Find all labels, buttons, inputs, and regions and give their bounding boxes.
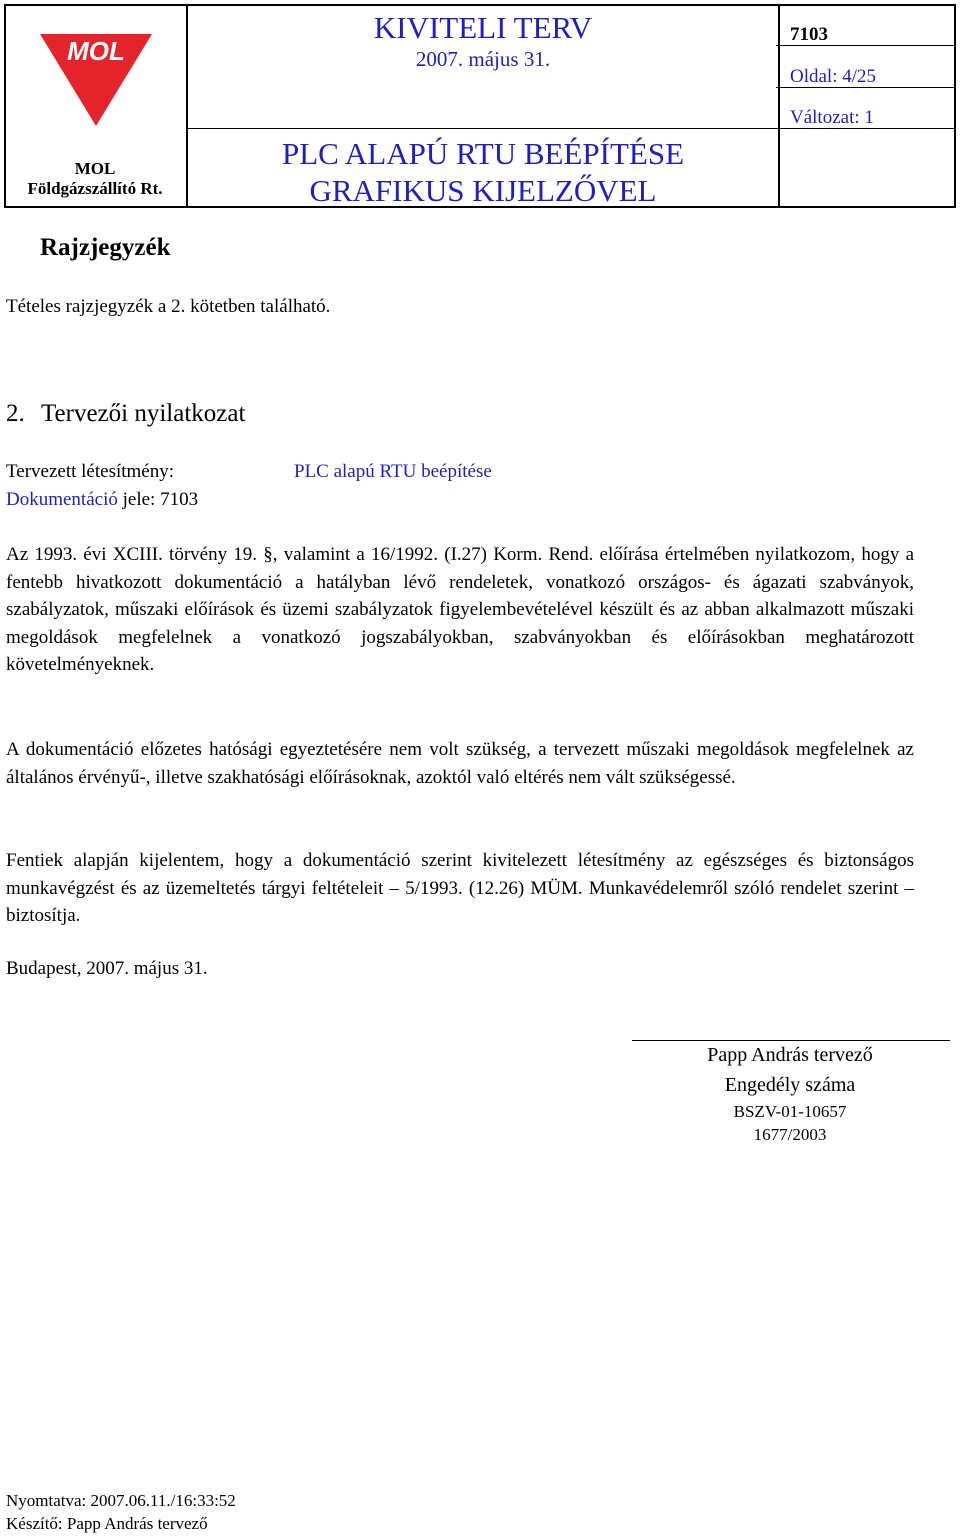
footer-author: Készítő: Papp András tervező (6, 1514, 208, 1533)
svg-text:MOL: MOL (67, 36, 125, 66)
place-date: Budapest, 2007. május 31. (6, 958, 208, 979)
doc-number: 7103 (790, 24, 828, 45)
doc-type-title: KIVITELI TERV (373, 10, 593, 45)
title-cell (188, 6, 778, 206)
doc-id-label-part1: Dokumentáció (6, 489, 118, 510)
declaration-paragraph-2: A dokumentáció előzetes hatósági egyeztetésére nem volt szükség, a tervezett műszaki megoldások megfelelnek az általános érvényű-, illetve szakhatósági előírásoknak, azoktól való eltérés nem vált szükségessé. (6, 739, 914, 788)
org-name-line2: Földgázszállító Rt. (27, 179, 163, 198)
doc-id-value: 7103 (160, 489, 199, 510)
section-heading: Tervezői nyilatkozat (41, 400, 246, 427)
license-label: Engedély száma (724, 1074, 856, 1096)
signature-line (632, 1040, 950, 1041)
license-number-2: 1677/2003 (753, 1125, 827, 1144)
header-divider (186, 128, 954, 129)
footer-printed: Nyomtatva: 2007.06.11./16:33:52 (6, 1491, 236, 1510)
logo-cell (6, 6, 188, 206)
declaration-paragraph-1: Az 1993. évi XCIII. törvény 19. §, valamint a 16/1992. (I.27) Korm. Rend. előírása értelmében nyilatkozom, hogy a fentebb hivatkozott dokumentáció a hatályban lévő rendeletek, vonatkozó országos- és ágazati szabványok, szabályzatok, műszaki előírások és üzemi szabályzatok figyelembevételével készült és az abban alkalmazott műszaki megoldások megfelelnek a vonatkozó jogszabályokban, szabványokban és előírásokban meghatározott követelményeknek. (6, 544, 914, 675)
info-cell (778, 6, 954, 206)
facility-value: PLC alapú RTU beépítése (294, 461, 492, 482)
project-title-line1: PLC ALAPÚ RTU BEÉPÍTÉSE (281, 136, 685, 171)
org-name-line1: MOL (74, 159, 116, 178)
drawing-list-text: Tételes rajzjegyzék a 2. kötetben található. (6, 296, 331, 317)
section-number: 2. (6, 400, 25, 427)
doc-date: 2007. május 31. (415, 47, 551, 71)
doc-id-label-part2: jele: (122, 489, 156, 510)
version: Változat: 1 (790, 107, 874, 128)
header-divider (776, 87, 954, 88)
declaration-paragraph-3: Fentiek alapján kijelentem, hogy a dokumentáció szerint kivitelezett létesítmény az egészséges és biztonságos munkavégzést és az üzemeltetés tárgyi feltételeit – 5/1993. (12.26) MÜM. Munkavédelemről szóló rendelet szerint – biztosítja. (6, 850, 914, 926)
project-title-line2: GRAFIKUS KIJELZŐVEL (309, 173, 657, 208)
page-number: Oldal: 4/25 (790, 66, 877, 87)
header-divider (776, 45, 954, 46)
doc-id-line (6, 489, 198, 511)
drawing-list-heading: Rajzjegyzék (40, 234, 171, 261)
facility-label: Tervezett létesítmény: (6, 461, 175, 482)
document-header (4, 4, 956, 208)
license-number-1: BSZV-01-10657 (733, 1102, 847, 1121)
signer-name: Papp András tervező (707, 1044, 873, 1066)
mol-logo-icon (40, 26, 152, 126)
